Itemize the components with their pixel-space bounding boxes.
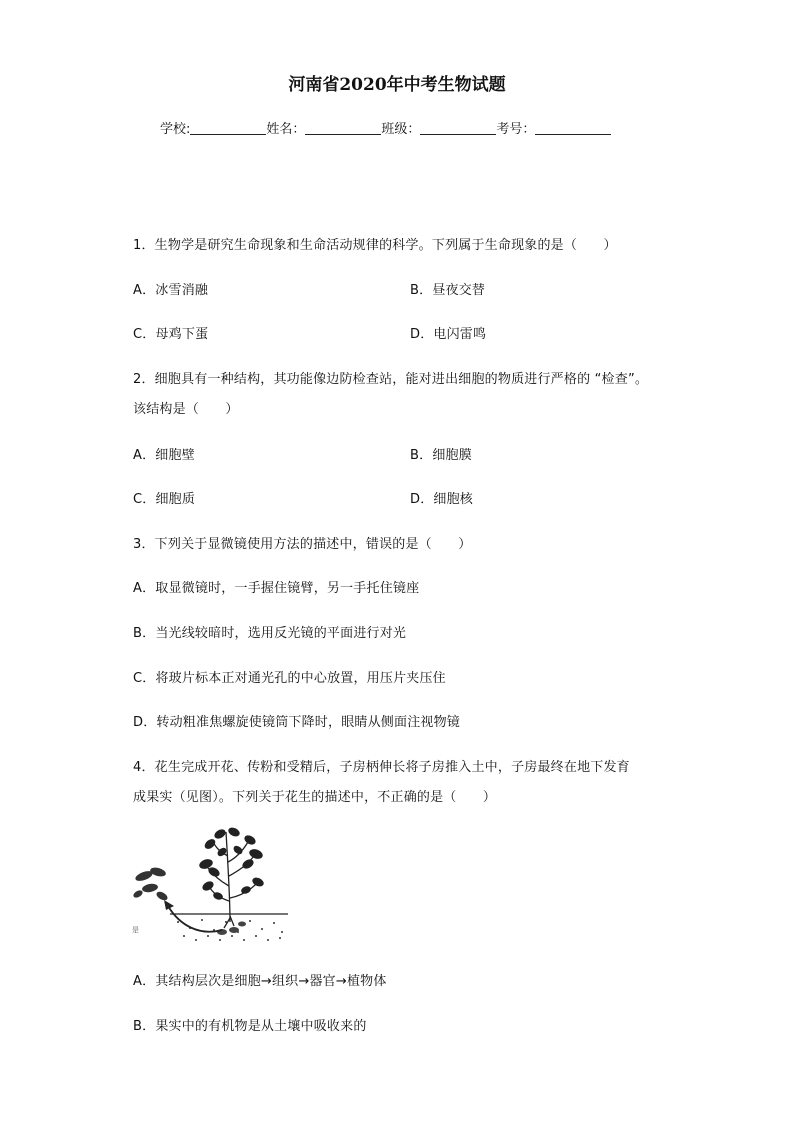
- question-4-stem-line-2: 成果实（见图）。下列关于花生的描述中，不正确的是（ ）: [133, 790, 497, 805]
- exam-no-label: 考号：: [496, 122, 536, 137]
- question-1-stem: 1．生物学是研究生命现象和生命活动规律的科学。下列属于生命现象的是（ ）: [133, 238, 617, 253]
- question-2-option-c: C．细胞质: [133, 492, 196, 507]
- question-1-option-d: D．电闪雷鸣: [410, 327, 487, 342]
- question-2-option-d: D．细胞核: [410, 492, 474, 507]
- question-3-option-d: D．转动粗准焦螺旋使镜筒下降时，眼睛从侧面注视物镜: [133, 715, 461, 730]
- school-label: 学校:: [160, 122, 191, 137]
- question-2-option-b: B．细胞膜: [410, 448, 472, 463]
- question-2-stem-line-2: 该结构是（ ）: [133, 402, 239, 417]
- question-3-option-c: C．将玻片标本正对通光孔的中心放置，用压片夹压住: [133, 671, 446, 686]
- question-1-option-c: C．母鸡下蛋: [133, 327, 209, 342]
- question-4-stem-line-1: 4．花生完成开花、传粉和受精后，子房柄伸长将子房推入土中，子房最终在地下发育: [133, 760, 630, 775]
- figure-mark: 是: [132, 926, 139, 934]
- question-3-stem: 3．下列关于显微镜使用方法的描述中，错误的是（ ）: [133, 537, 472, 552]
- arrow-icon: [164, 900, 222, 932]
- name-blank[interactable]: [305, 120, 381, 135]
- question-3-option-b: B．当光线较暗时，选用反光镜的平面进行对光: [133, 626, 407, 641]
- question-4-option-a: A．其结构层次是细胞→组织→器官→植物体: [133, 974, 387, 989]
- question-2-stem-line-1: 2．细胞具有一种结构，其功能像边防检查站，能对进出细胞的物质进行严格的 “检查”。: [133, 372, 649, 387]
- class-blank[interactable]: [420, 120, 496, 135]
- soil-icon: [170, 914, 288, 941]
- exam-no-blank[interactable]: [535, 120, 611, 135]
- question-2-option-a: A．细胞壁: [133, 448, 195, 463]
- name-label: 姓名：: [266, 122, 306, 137]
- class-label: 班级：: [381, 122, 421, 137]
- harvested-peanut-icon: [132, 866, 169, 902]
- student-info-line: [160, 118, 611, 137]
- question-1-option-b: B．昼夜交替: [410, 283, 486, 298]
- question-4-option-b: B．果实中的有机物是从土壤中吸收来的: [133, 1019, 367, 1034]
- question-3-option-a: A．取显微镜时，一手握住镜臂，另一手托住镜座: [133, 581, 420, 596]
- leaf-icon: [198, 826, 265, 901]
- peanut-pod-icon: [217, 922, 246, 936]
- question-1-option-a: A．冰雪消融: [133, 283, 209, 298]
- page-title: 河南省2020年中考生物试题: [288, 75, 506, 95]
- school-blank[interactable]: [190, 120, 266, 135]
- peanut-plant-illustration: [130, 826, 290, 946]
